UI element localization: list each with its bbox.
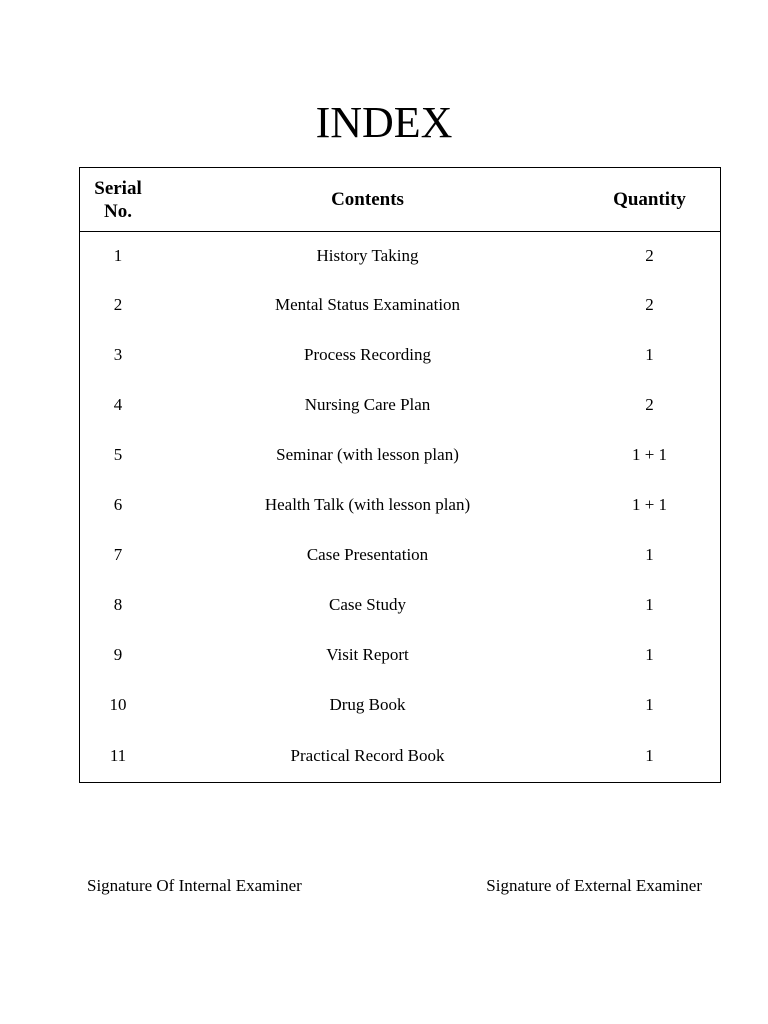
- serial-cell: 6: [113, 495, 123, 514]
- contents-cell: Mental Status Examination: [274, 295, 461, 314]
- header-quantity: Quantity: [579, 168, 721, 232]
- contents-cell: Nursing Care Plan: [304, 395, 431, 414]
- external-examiner-signature-label: Signature of External Examiner: [486, 876, 702, 895]
- header-contents: Contents: [156, 168, 579, 232]
- serial-cell: 11: [109, 746, 127, 765]
- quantity-cell: 1 + 1: [631, 445, 668, 464]
- serial-cell: 5: [113, 445, 123, 464]
- table-row: [80, 530, 721, 580]
- table-row: [80, 430, 721, 480]
- serial-cell: 9: [113, 645, 123, 664]
- serial-cell: 3: [113, 345, 123, 364]
- serial-cell: 10: [109, 695, 127, 714]
- internal-examiner-signature-label: Signature Of Internal Examiner: [87, 876, 302, 895]
- contents-cell: Case Presentation: [306, 545, 429, 564]
- index-table: [79, 167, 721, 783]
- quantity-cell: 1: [645, 595, 654, 614]
- contents-cell: Seminar (with lesson plan): [276, 445, 459, 464]
- table-row: [80, 232, 721, 281]
- serial-cell: 4: [113, 395, 123, 414]
- table-row: [80, 680, 721, 730]
- serial-cell: 2: [113, 295, 123, 314]
- table-row: [80, 580, 721, 630]
- page-title: INDEX: [315, 98, 453, 147]
- table-row: [80, 330, 721, 380]
- quantity-cell: 1 + 1: [631, 495, 668, 514]
- table-row: [80, 380, 721, 430]
- table-row: [80, 280, 721, 330]
- contents-cell: Drug Book: [329, 695, 406, 714]
- quantity-cell: 1: [645, 746, 654, 765]
- serial-cell: 8: [113, 595, 123, 614]
- quantity-cell: 1: [645, 345, 654, 364]
- table-row: [80, 730, 721, 783]
- contents-cell: Practical Record Book: [290, 746, 445, 765]
- header-serial-no: Serial No.: [80, 168, 157, 232]
- table-row: [80, 480, 721, 530]
- quantity-cell: 1: [645, 645, 654, 664]
- quantity-cell: 1: [645, 695, 654, 714]
- quantity-cell: 2: [645, 295, 654, 314]
- quantity-cell: 2: [645, 395, 654, 414]
- contents-cell: Case Study: [329, 595, 406, 614]
- quantity-cell: 2: [645, 246, 654, 265]
- serial-cell: 7: [113, 545, 123, 564]
- contents-cell: Process Recording: [303, 345, 431, 364]
- serial-cell: 1: [113, 246, 123, 265]
- table-row: [80, 630, 721, 680]
- quantity-cell: 1: [645, 545, 654, 564]
- contents-cell: Health Talk (with lesson plan): [264, 495, 471, 514]
- contents-cell: Visit Report: [326, 645, 409, 664]
- contents-cell: History Taking: [316, 246, 419, 265]
- table-header-row: [80, 168, 721, 232]
